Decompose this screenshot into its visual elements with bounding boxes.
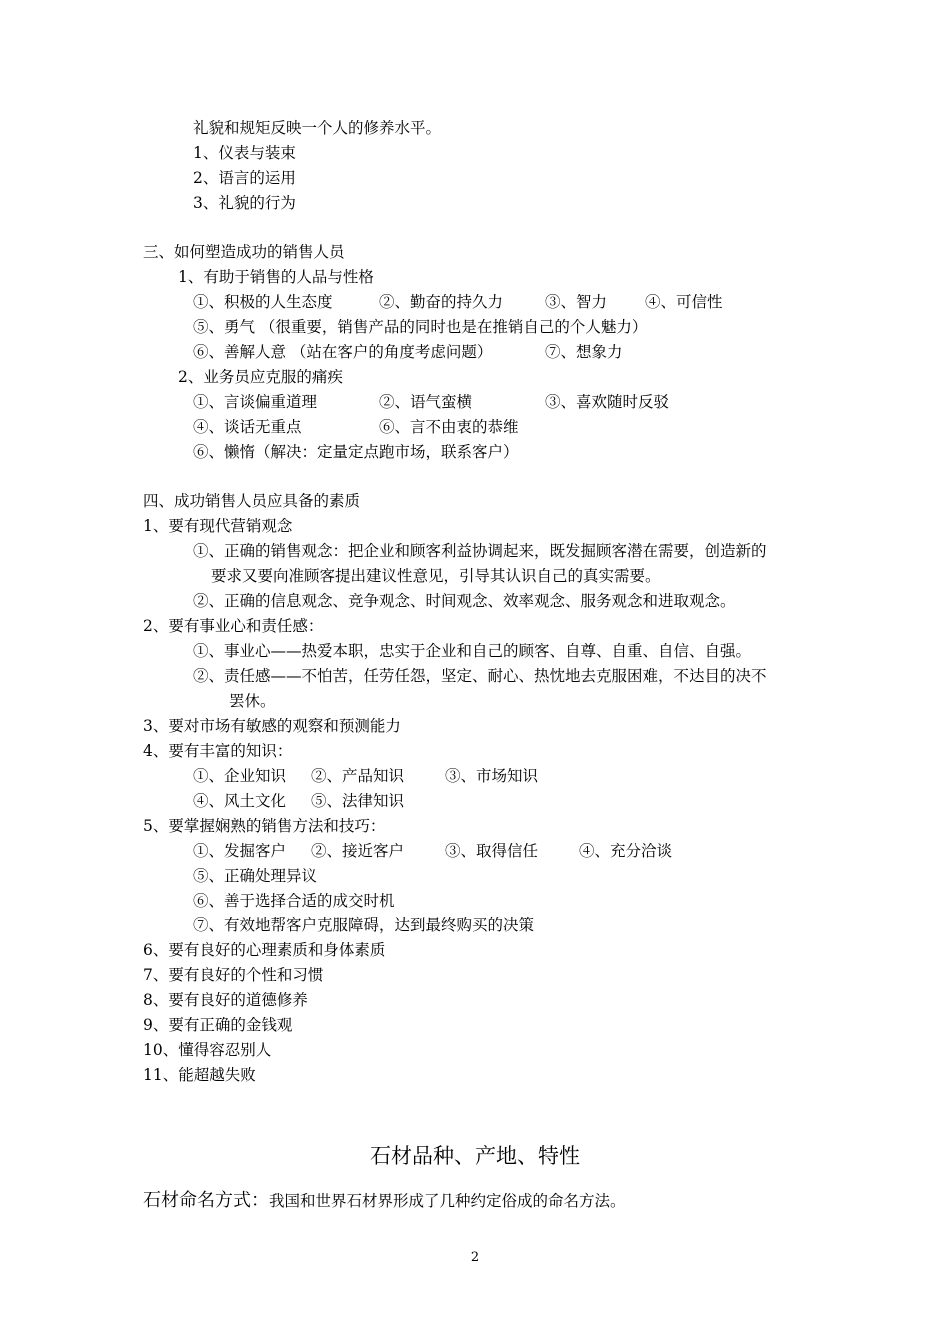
subsection-heading: 2、业务员应克服的痛疾 [178, 368, 343, 386]
skill-item: ④、充分洽谈 [579, 842, 673, 860]
knowledge-item: ②、产品知识 [311, 767, 405, 785]
quality-item: 1、要有现代营销观念 [143, 517, 293, 535]
quality-detail: 要求又要向准顾客提出建议性意见，引导其认识自己的真实需要。 [211, 567, 661, 585]
fault-item: ⑥、懒惰（解决：定量定点跑市场，联系客户） [193, 443, 519, 461]
quality-item: 11、能超越失败 [143, 1066, 256, 1084]
quality-detail: ②、责任感——不怕苦，任劳任怨，坚定、耐心、热忱地去克服困难，不达目的决不 [193, 667, 767, 685]
intro-item: 1、仪表与装束 [193, 144, 296, 162]
trait-row [193, 292, 793, 312]
skill-item: ②、接近客户 [311, 842, 405, 860]
intro-item: 2、语言的运用 [193, 169, 296, 187]
section-heading: 三、如何塑造成功的销售人员 [143, 243, 345, 261]
intro-item: 3、礼貌的行为 [193, 194, 296, 212]
fault-item: ③、喜欢随时反驳 [545, 393, 670, 411]
quality-item: 6、要有良好的心理素质和身体素质 [143, 941, 386, 959]
quality-item: 10、懂得容忍别人 [143, 1041, 272, 1059]
trait-item: ⑥、善解人意 （站在客户的角度考虑问题） [193, 343, 493, 361]
quality-detail: ①、事业心——热爱本职，忠实于企业和自己的顾客、自尊、自重、自信、自强。 [193, 642, 752, 660]
knowledge-item: ⑤、法律知识 [311, 792, 405, 810]
trait-item: ⑤、勇气 （很重要，销售产品的同时也是在推销自己的个人魅力） [193, 318, 648, 336]
page-number: 2 [470, 1250, 480, 1265]
trait-item: ⑦、想象力 [545, 343, 623, 361]
quality-item: 9、要有正确的金钱观 [143, 1016, 293, 1034]
quality-detail: ①、正确的销售观念：把企业和顾客利益协调起来，既发掘顾客潜在需要，创造新的 [193, 542, 767, 560]
intro-text: 礼貌和规矩反映一个人的修养水平。 [193, 119, 442, 137]
page-title: 石材品种、产地、特性 [370, 1144, 580, 1168]
skill-item: ③、取得信任 [445, 842, 539, 860]
trait-item: ①、积极的人生态度 [193, 293, 333, 311]
quality-item: 7、要有良好的个性和习惯 [143, 966, 324, 984]
section-heading: 四、成功销售人员应具备的素质 [143, 492, 361, 510]
trait-item: ④、可信性 [645, 293, 723, 311]
naming-paragraph [143, 1186, 626, 1212]
quality-detail: 罢休。 [229, 692, 276, 710]
skill-item: ⑦、有效地帮客户克服障碍，达到最终购买的决策 [193, 916, 535, 934]
fault-item: ②、语气蛮横 [379, 393, 473, 411]
skill-item: ⑥、善于选择合适的成交时机 [193, 892, 395, 910]
trait-item: ②、勤奋的持久力 [379, 293, 504, 311]
fault-item: ①、言谈偏重道理 [193, 393, 318, 411]
skill-item: ⑤、正确处理异议 [193, 867, 318, 885]
knowledge-row [193, 791, 793, 811]
fault-item: ⑥、言不由衷的恭维 [379, 418, 519, 436]
quality-item: 3、要对市场有敏感的观察和预测能力 [143, 717, 401, 735]
quality-detail: ②、正确的信息观念、竞争观念、时间观念、效率观念、服务观念和进取观念。 [193, 592, 736, 610]
knowledge-item: ①、企业知识 [193, 767, 287, 785]
fault-item: ④、谈话无重点 [193, 418, 302, 436]
knowledge-item: ④、风土文化 [193, 792, 287, 810]
knowledge-row [193, 766, 793, 786]
naming-label: 石材命名方式： [143, 1190, 269, 1211]
quality-item: 4、要有丰富的知识： [143, 742, 293, 760]
fault-row [193, 392, 793, 412]
quality-item: 2、要有事业心和责任感： [143, 617, 324, 635]
trait-item: ③、智力 [545, 293, 608, 311]
subsection-heading: 1、有助于销售的人品与性格 [178, 268, 374, 286]
quality-item: 5、要掌握娴熟的销售方法和技巧： [143, 817, 386, 835]
naming-text: 我国和世界石材界形成了几种约定俗成的命名方法。 [269, 1192, 626, 1210]
skill-row [193, 841, 793, 861]
quality-item: 8、要有良好的道德修养 [143, 991, 308, 1009]
skill-item: ①、发掘客户 [193, 842, 287, 860]
fault-row [193, 417, 793, 437]
knowledge-item: ③、市场知识 [445, 767, 539, 785]
trait-row [193, 342, 793, 362]
